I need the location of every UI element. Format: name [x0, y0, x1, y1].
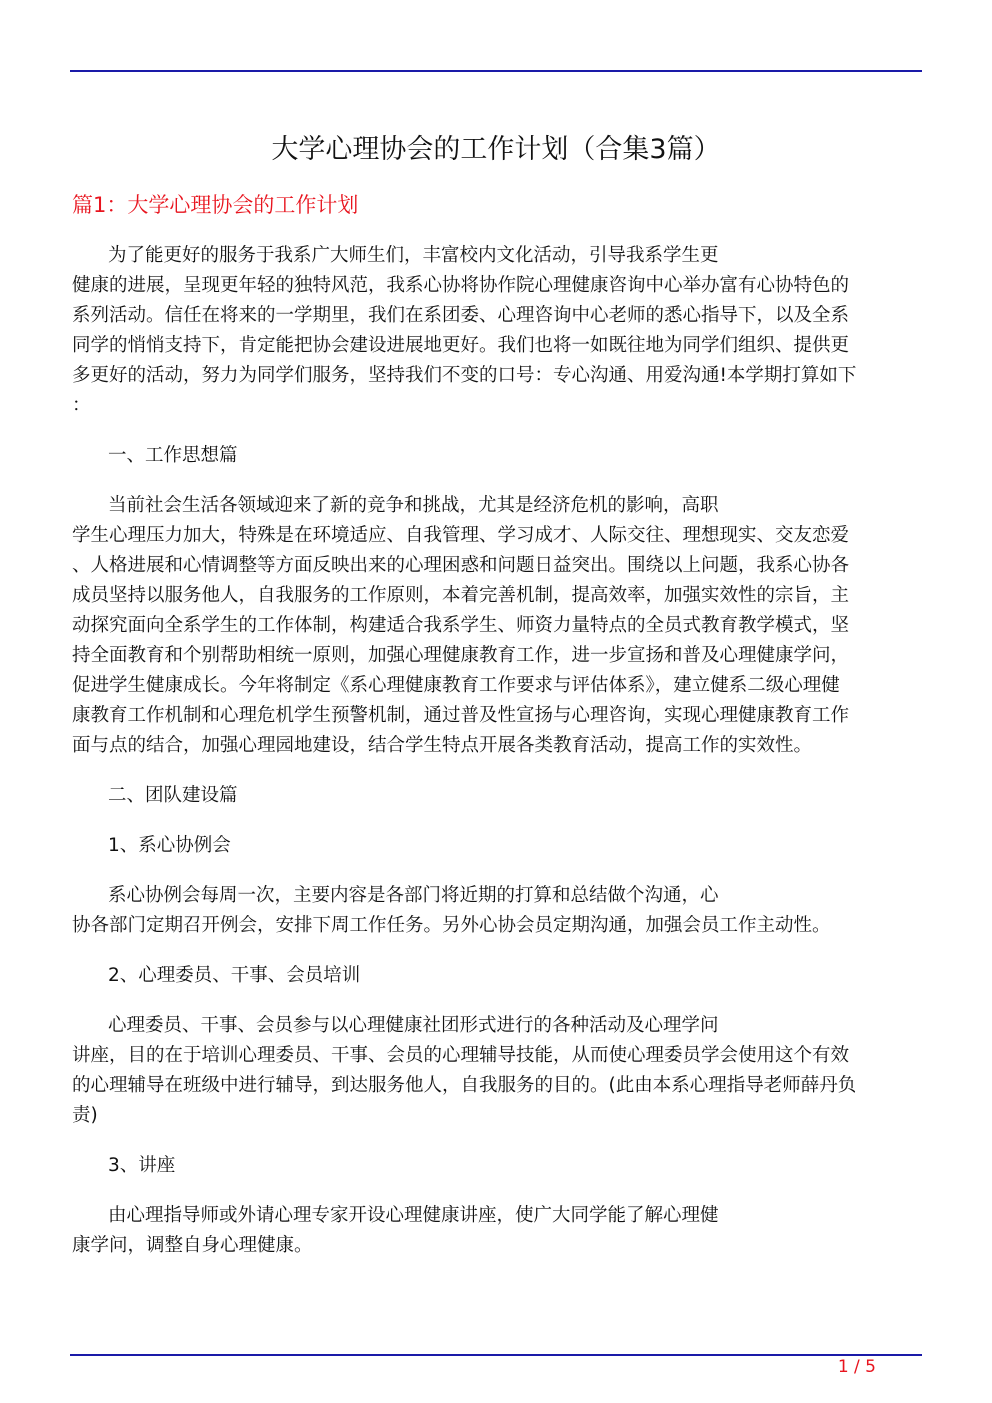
text-line: 2、心理委员、干事、会员培训: [108, 965, 361, 986]
subheading: [72, 961, 922, 991]
document-body: [72, 241, 922, 1281]
text-line: 持全面教育和个别帮助相统一原则，加强心理健康教育工作，进一步宣扬和普及心理健康学问，: [72, 645, 850, 666]
text-line: 系列活动。信任在将来的一学期里，我们在系团委、心理咨询中心老师的悉心指导下，以及全系: [72, 305, 850, 326]
text-line: 责): [72, 1105, 98, 1126]
paragraph: [72, 1011, 922, 1131]
footer-rule: [70, 1354, 922, 1356]
text-line: 学生心理压力加大，特殊是在环境适应、自我管理、学习成才、人际交往、理想现实、交友恋爱: [72, 525, 850, 546]
text-line: 成员坚持以服务他人，自我服务的工作原则，本着完善机制，提高效率，加强实效性的宗旨，主: [72, 585, 850, 606]
text-line: 健康的进展，呈现更年轻的独特风范，我系心协将协作院心理健康咨询中心举办富有心协特色的: [72, 275, 850, 296]
text-line: 促进学生健康成长。今年将制定《系心理健康教育工作要求与评估体系》，建立健系二级心理健: [72, 675, 840, 696]
text-line: 面与点的结合，加强心理园地建设，结合学生特点开展各类教育活动，提高工作的实效性。: [72, 735, 813, 756]
text-line: 、人格进展和心情调整等方面反映出来的心理困惑和问题日益突出。围绕以上问题，我系心协各: [72, 555, 850, 576]
text-line: ：: [72, 395, 91, 416]
text-line: 多更好的活动，努力为同学们服务，坚持我们不变的口号：专心沟通、用爱沟通!本学期打算如下: [72, 365, 857, 386]
text-line: 同学的悄悄支持下，肯定能把协会建设进展地更好。我们也将一如既往地为同学们组织、提供更: [72, 335, 850, 356]
text-line: 二、团队建设篇: [108, 785, 238, 806]
paragraph: [72, 241, 922, 421]
text-line: 动探究面向全系学生的工作体制，构建适合我系学生、师资力量特点的全员式教育教学模式，坚: [72, 615, 850, 636]
text-line: 系心协例会每周一次，主要内容是各部门将近期的打算和总结做个沟通，心: [108, 885, 719, 906]
text-line: 心理委员、干事、会员参与以心理健康社团形式进行的各种活动及心理学问: [108, 1015, 719, 1036]
page-number: 1 / 5: [837, 1357, 876, 1377]
text-line: 协各部门定期召开例会，安排下周工作任务。另外心协会员定期沟通，加强会员工作主动性。: [72, 915, 831, 936]
section-heading: 篇1：大学心理协会的工作计划: [72, 193, 359, 217]
text-line: 的心理辅导在班级中进行辅导，到达服务他人，自我服务的目的。(此由本系心理指导老师薛丹负: [72, 1075, 857, 1096]
document-title: 大学心理协会的工作计划（合集3篇）: [271, 134, 721, 165]
subheading: [72, 1151, 922, 1181]
text-line: 由心理指导师或外请心理专家开设心理健康讲座，使广大同学能了解心理健: [108, 1205, 719, 1226]
paragraph: [72, 491, 922, 761]
text-line: 康教育工作机制和心理危机学生预警机制，通过普及性宣扬与心理咨询，实现心理健康教育工作: [72, 705, 850, 726]
text-line: 一、工作思想篇: [108, 445, 238, 466]
text-line: 讲座，目的在于培训心理委员、干事、会员的心理辅导技能，从而使心理委员学会使用这个有效: [72, 1045, 850, 1066]
header-rule: [70, 70, 922, 72]
subheading: [72, 441, 922, 471]
text-line: 1、系心协例会: [108, 835, 231, 856]
text-line: 为了能更好的服务于我系广大师生们，丰富校内文化活动，引导我系学生更: [108, 245, 719, 266]
subheading: [72, 781, 922, 811]
text-line: 3、讲座: [108, 1155, 176, 1176]
text-line: 当前社会生活各领域迎来了新的竞争和挑战，尤其是经济危机的影响，高职: [108, 495, 719, 516]
paragraph: [72, 881, 922, 941]
subheading: [72, 831, 922, 861]
paragraph: [72, 1201, 922, 1261]
text-line: 康学问，调整自身心理健康。: [72, 1235, 313, 1256]
